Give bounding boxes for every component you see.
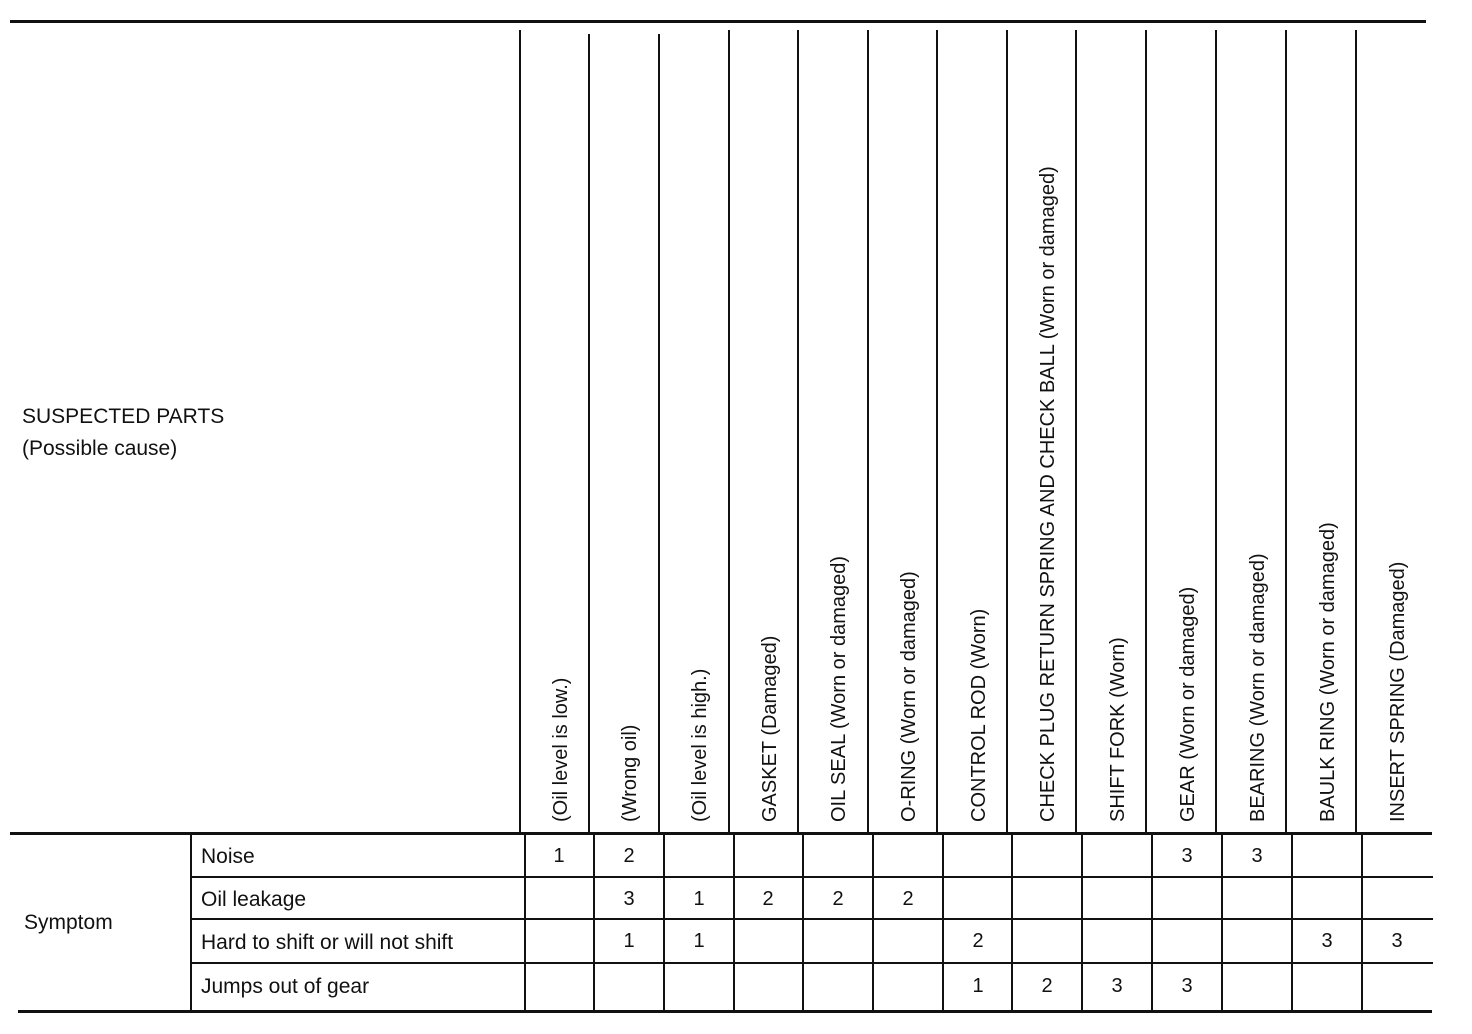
column-divider	[1361, 834, 1363, 1012]
table-cell: 3	[1391, 930, 1403, 952]
column-divider	[872, 834, 874, 1012]
table-cell: 2	[832, 888, 844, 910]
column-divider	[1075, 30, 1077, 834]
column-header: INSERT SPRING (Damaged)	[1387, 561, 1409, 822]
column-divider	[733, 834, 735, 1012]
column-divider	[1145, 30, 1147, 834]
table-cell: 2	[623, 845, 635, 867]
column-header: O-RING (Worn or damaged)	[898, 571, 920, 822]
top-rule	[10, 20, 1426, 23]
row-label-jumps-out-of-gear: Jumps out of gear	[201, 975, 370, 998]
column-header: BAULK RING (Worn or damaged)	[1317, 522, 1339, 822]
column-header: (Oil level is high.)	[689, 668, 711, 822]
column-divider	[1006, 30, 1008, 834]
table-cell: 3	[1181, 975, 1193, 997]
column-divider	[658, 34, 660, 834]
column-header: CONTROL ROD (Worn)	[968, 608, 990, 822]
table-cell: 3	[1111, 975, 1123, 997]
row-divider	[191, 918, 1433, 920]
column-divider	[867, 30, 869, 834]
possible-cause-label: (Possible cause)	[22, 437, 178, 460]
column-header: OIL SEAL (Worn or damaged)	[828, 555, 850, 822]
table-cell: 3	[1251, 845, 1263, 867]
table-cell: 1	[693, 930, 705, 952]
table-cell: 3	[623, 888, 635, 910]
row-divider	[191, 876, 1433, 878]
column-divider	[1355, 30, 1357, 834]
column-divider	[802, 834, 804, 1012]
column-header: BEARING (Worn or damaged)	[1247, 553, 1269, 822]
table-cell: 3	[1321, 930, 1333, 952]
column-divider	[797, 30, 799, 834]
column-header: GASKET (Damaged)	[759, 635, 781, 822]
table-cell: 1	[972, 975, 984, 997]
table-cell: 2	[1041, 975, 1053, 997]
bottom-rule	[18, 1010, 1432, 1013]
body-column-divider	[524, 834, 526, 1012]
row-label-oil-leakage: Oil leakage	[201, 888, 307, 911]
table-cell: 1	[553, 845, 565, 867]
column-divider	[663, 834, 665, 1012]
table-cell: 3	[1181, 845, 1193, 867]
table-cell: 2	[762, 888, 774, 910]
column-divider	[593, 834, 595, 1012]
symptom-column-divider	[190, 834, 192, 1012]
table-cell: 1	[623, 930, 635, 952]
column-divider	[1285, 30, 1287, 834]
column-divider	[1291, 834, 1293, 1012]
row-label-hard-to-shift: Hard to shift or will not shift	[201, 931, 454, 954]
column-divider	[942, 834, 944, 1012]
column-divider	[1081, 834, 1083, 1012]
suspected-parts-label: SUSPECTED PARTS	[22, 405, 225, 428]
symptom-label: Symptom	[24, 911, 113, 934]
column-divider	[588, 34, 590, 834]
column-divider	[1011, 834, 1013, 1012]
row-label-noise: Noise	[201, 845, 255, 868]
column-divider	[936, 30, 938, 834]
column-header: GEAR (Worn or damaged)	[1177, 586, 1199, 822]
column-divider	[1215, 30, 1217, 834]
table-cell: 1	[693, 888, 705, 910]
column-divider	[1221, 834, 1223, 1012]
header-column-divider	[519, 30, 521, 834]
header-bottom-rule	[10, 832, 1432, 835]
table-cell: 2	[972, 930, 984, 952]
table-cell: 2	[902, 888, 914, 910]
column-header: CHECK PLUG RETURN SPRING AND CHECK BALL (Worn or damaged)	[1037, 166, 1059, 822]
column-header: (Oil level is low.)	[550, 677, 572, 822]
row-divider	[191, 962, 1433, 964]
column-divider	[728, 30, 730, 834]
column-divider	[1151, 834, 1153, 1012]
column-header: (Wrong oil)	[619, 724, 641, 822]
column-header: SHIFT FORK (Worn)	[1107, 637, 1129, 822]
